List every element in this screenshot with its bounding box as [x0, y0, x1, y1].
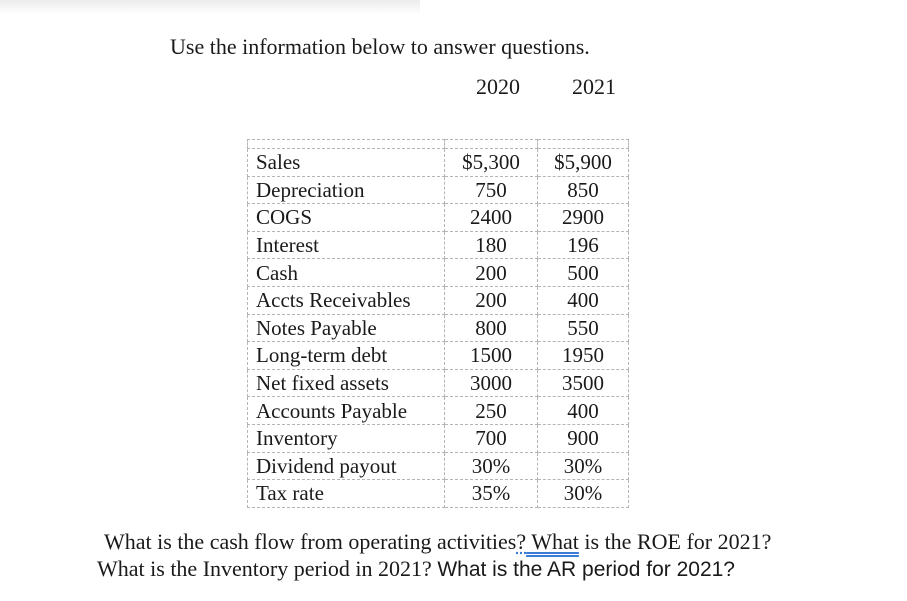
row-label: Depreciation: [248, 176, 445, 204]
row-value-2020: 250: [445, 397, 538, 425]
table-row: [248, 204, 629, 232]
row-label: COGS: [248, 204, 445, 232]
row-value-2020: 2400: [445, 204, 538, 232]
row-value-2020: 800: [445, 314, 538, 342]
row-value-2021: 900: [538, 424, 629, 452]
row-value-2021: 400: [538, 286, 629, 314]
row-value-2021: 3500: [538, 369, 629, 397]
question-what-word: What: [526, 529, 579, 554]
row-value-2020: 200: [445, 259, 538, 287]
top-edge-shadow: [0, 0, 420, 14]
year-header-2021: 2021: [572, 74, 616, 99]
row-label: Interest: [248, 231, 445, 259]
row-label: Accounts Payable: [248, 397, 445, 425]
row-label: Tax rate: [248, 480, 445, 508]
table-row: [248, 424, 629, 452]
row-value-2020: 3000: [445, 369, 538, 397]
table-row: [248, 480, 629, 508]
row-value-2021: 400: [538, 397, 629, 425]
question-line-2: [97, 556, 735, 582]
row-value-2020: 1500: [445, 342, 538, 370]
table-blank-row: [248, 140, 629, 149]
row-label: Inventory: [248, 424, 445, 452]
row-value-2021: 196: [538, 231, 629, 259]
question-line-1: [104, 529, 771, 555]
row-label: Net fixed assets: [248, 369, 445, 397]
year-header-2020: 2020: [476, 74, 520, 99]
row-value-2021: 550: [538, 314, 629, 342]
row-label: Dividend payout: [248, 452, 445, 480]
row-value-2020: 200: [445, 286, 538, 314]
row-value-2020: 30%: [445, 452, 538, 480]
row-value-2020: 750: [445, 176, 538, 204]
row-value-2021: 1950: [538, 342, 629, 370]
row-value-2020: 700: [445, 424, 538, 452]
question-roe: is the ROE for 2021?: [578, 529, 772, 554]
question-ar-period: What is the AR period for 2021?: [437, 558, 735, 581]
row-value-2021: 2900: [538, 204, 629, 232]
table-row: [248, 342, 629, 370]
table-row: [248, 452, 629, 480]
table-row: [248, 176, 629, 204]
row-value-2021: 30%: [538, 452, 629, 480]
row-value-2020: $5,300: [445, 149, 538, 177]
row-value-2021: $5,900: [538, 149, 629, 177]
row-label: Accts Receivables: [248, 286, 445, 314]
row-label: Cash: [248, 259, 445, 287]
row-value-2021: 500: [538, 259, 629, 287]
financial-data-table: [247, 139, 629, 508]
row-value-2020: 180: [445, 231, 538, 259]
instructions-text: Use the information below to answer questions.: [170, 34, 590, 59]
row-value-2020: 35%: [445, 480, 538, 508]
table-row: [248, 231, 629, 259]
table-row: [248, 397, 629, 425]
table-row: [248, 259, 629, 287]
row-label: Long-term debt: [248, 342, 445, 370]
question-mark: ?: [516, 529, 527, 554]
row-value-2021: 30%: [538, 480, 629, 508]
row-value-2021: 850: [538, 176, 629, 204]
table-row: [248, 314, 629, 342]
row-label: Notes Payable: [248, 314, 445, 342]
question-inventory-period: What is the Inventory period in 2021?: [97, 556, 438, 581]
question-cash-flow: What is the cash flow from operating activities: [104, 529, 517, 554]
row-label: Sales: [248, 149, 445, 177]
table-row: [248, 369, 629, 397]
table-row: [248, 149, 629, 177]
table-row: [248, 286, 629, 314]
